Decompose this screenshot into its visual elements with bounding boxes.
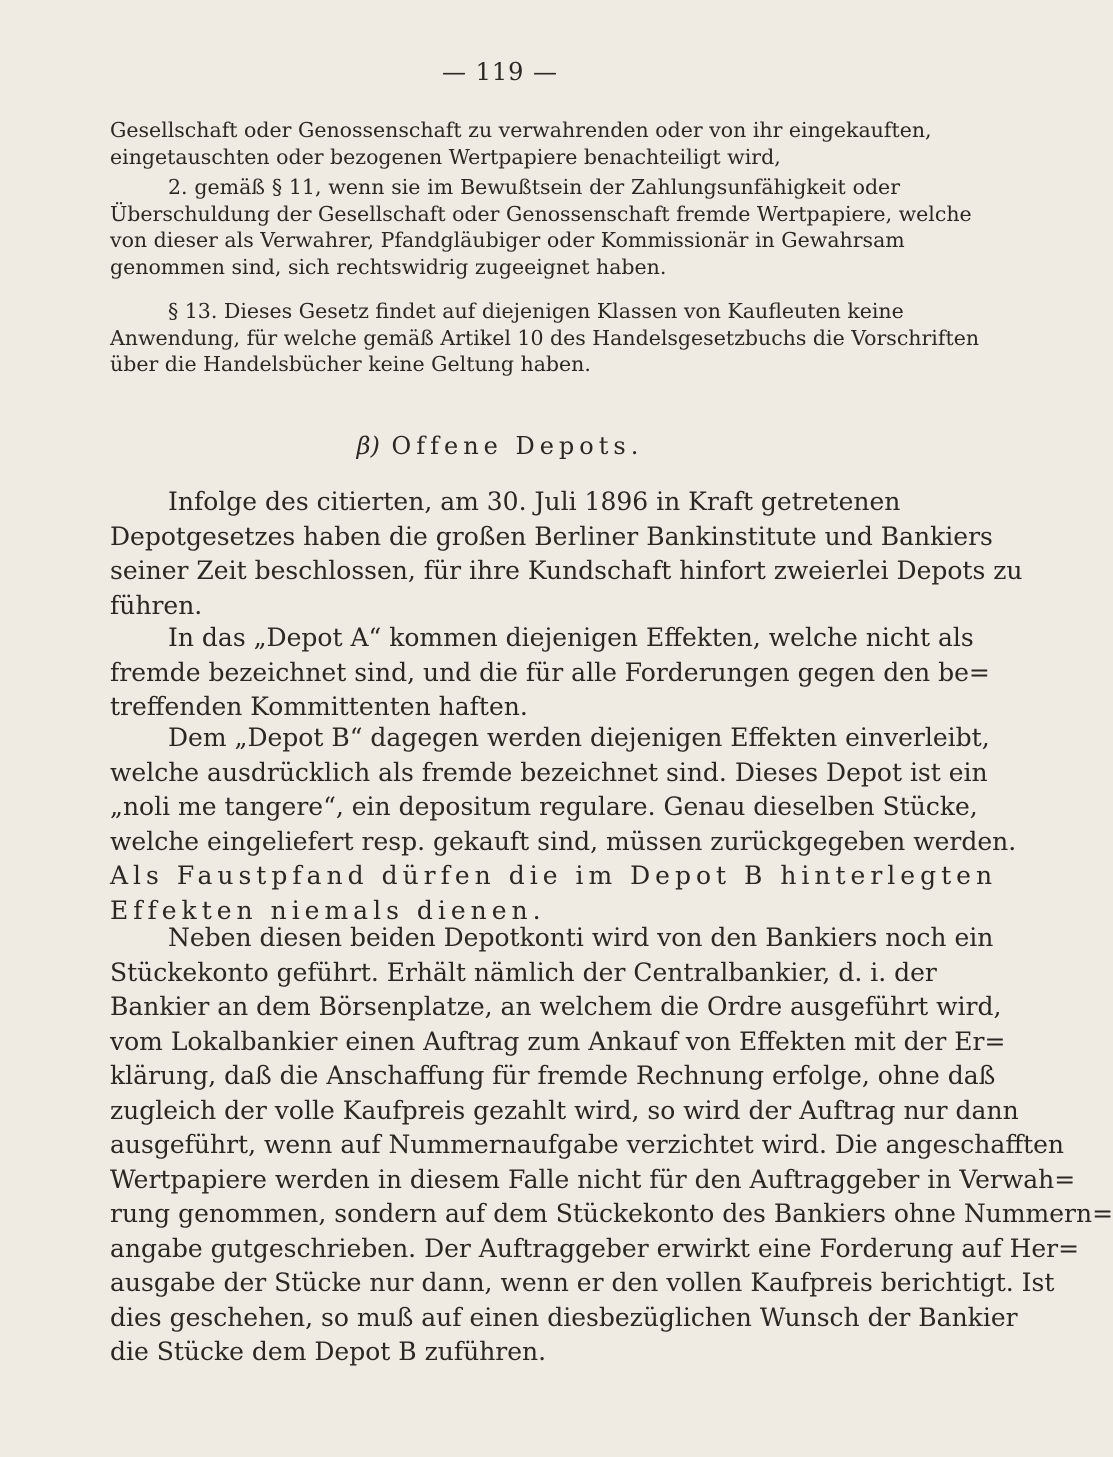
text-line: Überschuldung der Gesellschaft oder Genossenschaft fremde Wertpapiere, welche [110, 201, 972, 226]
text-line: die Stücke dem Depot B zuführen. [110, 1337, 547, 1366]
text-line: zugleich der volle Kaufpreis gezahlt wird, so wird der Auftrag nur dann [110, 1095, 1019, 1125]
text-line: Anwendung, für welche gemäß Artikel 10 des Handelsgesetzbuchs die Vorschriften [110, 325, 980, 350]
text-line: über die Handelsbücher keine Geltung haben. [110, 352, 591, 376]
paragraph-4 [110, 921, 1113, 1370]
text-line: seiner Zeit beschlossen, für ihre Kundschaft hinfort zweierlei Depots zu [110, 556, 1023, 585]
text-line: In das „Depot A“ kommen diejenigen Effekten, welche nicht als [168, 623, 974, 652]
text-line: 2. gemäß § 11, wenn sie im Bewußtsein der Zahlungsunfähigkeit oder [168, 175, 900, 199]
text-line: Depotgesetzes haben die großen Berliner Bankinstitute und Bankiers [110, 521, 993, 551]
text-line: Effekten niemals dienen. [110, 895, 546, 925]
text-line: fremde bezeichnet sind, und die für alle Forderungen gegen den be= [110, 657, 990, 687]
heading-marker: β) [356, 432, 380, 460]
text-line: Dem „Depot B“ dagegen werden diejenigen Effekten einverleibt, [168, 723, 990, 752]
text-line: welche ausdrücklich als fremde bezeichnet sind. Dieses Depot ist ein [110, 757, 988, 787]
text-line: ausgabe der Stücke nur dann, wenn er den vollen Kaufpreis berichtigt. Ist [110, 1268, 1055, 1297]
text-line: rung genommen, sondern auf dem Stückekonto des Bankiers ohne Nummern= [110, 1199, 1113, 1228]
text-line: führen. [110, 590, 203, 620]
text-line: genommen sind, sich rechtswidrig zugeeignet haben. [110, 254, 667, 279]
page-number: — 119 — [441, 58, 559, 86]
text-line: Stückekonto geführt. Erhält nämlich der Centralbankier, d. i. der [110, 957, 937, 987]
paragraph-1 [110, 485, 1023, 623]
paragraph-3 [110, 721, 1017, 928]
text-line: von dieser als Verwahrer, Pfandgläubiger oder Kommissionär in Gewahrsam [110, 228, 905, 252]
section-13 [110, 298, 980, 378]
paragraph-2 [110, 621, 990, 725]
heading-title: Offene Depots. [391, 432, 644, 460]
text-line: vom Lokalbankier einen Auftrag zum Ankauf von Effekten mit der Er= [110, 1026, 1006, 1056]
text-line: dies geschehen, so muß auf einen diesbezüglichen Wunsch der Bankier [110, 1302, 1018, 1332]
section-12-tail [110, 117, 972, 280]
text-line: „noli me tangere“, ein depositum regulare. Genau dieselben Stücke, [110, 792, 978, 821]
text-line: § 13. Dieses Gesetz findet auf diejenigen Klassen von Kaufleuten keine [168, 299, 904, 323]
text-line: eingetauschten oder bezogenen Wertpapiere benachteiligt wird, [110, 144, 781, 169]
text-line: Infolge des citierten, am 30. Juli 1896 in Kraft getretenen [168, 487, 901, 516]
text-line: klärung, daß die Anschaffung für fremde Rechnung erfolge, ohne daß [110, 1061, 996, 1090]
text-line: Gesellschaft oder Genossenschaft zu verwahrenden oder von ihr eingekauften, [110, 118, 932, 142]
text-line: Wertpapiere werden in diesem Falle nicht für den Auftraggeber in Verwah= [110, 1164, 1076, 1194]
text-line: Neben diesen beiden Depotkonti wird von den Bankiers noch ein [168, 923, 994, 952]
text-line: Als Faustpfand dürfen die im Depot B hinterlegten [110, 861, 998, 890]
text-line: treffenden Kommittenten haften. [110, 692, 528, 721]
section-heading [0, 432, 1000, 460]
text-line: welche eingeliefert resp. gekauft sind, müssen zurückgegeben werden. [110, 826, 1017, 856]
text-line: angabe gutgeschrieben. Der Auftraggeber erwirkt eine Forderung auf Her= [110, 1233, 1080, 1263]
text-line: ausgeführt, wenn auf Nummernaufgabe verzichtet wird. Die angeschafften [110, 1130, 1065, 1159]
text-line: Bankier an dem Börsenplatze, an welchem die Ordre ausgeführt wird, [110, 992, 1002, 1021]
